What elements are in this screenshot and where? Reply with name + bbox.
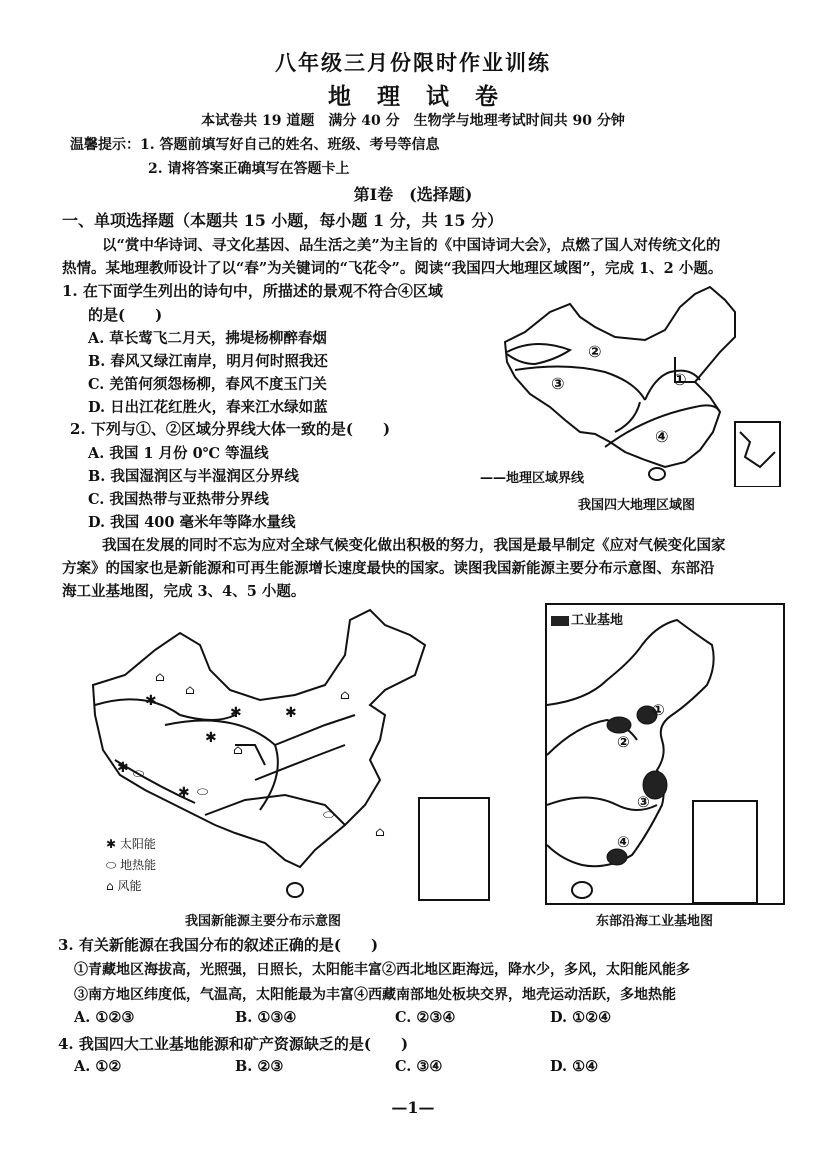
geothermal-icon: ⬭ <box>106 858 117 872</box>
wind-icon: ⌂ <box>185 683 195 698</box>
map3-caption: 东部沿海工业基地图 <box>596 914 714 929</box>
region-label-3: ③ <box>551 374 565 393</box>
q3-option-b: B. ①③④ <box>235 1009 297 1026</box>
industrial-base-swatch-icon <box>551 616 569 626</box>
wind-icon: ⌂ <box>375 825 385 840</box>
q4-option-c: C. ③④ <box>395 1058 443 1075</box>
base-label-1: ① <box>652 701 665 719</box>
passage2-line-1: 我国在发展的同时不忘为应对全球气候变化做出积极的努力，我国是最早制定《应对气候变化国家 <box>102 537 726 554</box>
q3-statement-1: ①青藏地区海拔高，光照强，日照长，太阳能丰富②西北地区距海远，降水少，多风，太阳能风能多 <box>74 962 690 978</box>
q2-option-b: B. 我国湿润区与半湿润区分界线 <box>88 468 299 485</box>
volume-heading: 第Ⅰ卷 (选择题) <box>353 185 473 204</box>
legend-solar-label: 太阳能 <box>119 837 156 851</box>
intro-line-1: 以“赏中华诗词、寻文化基因、品生活之美”为主旨的《中国诗词大会》，点燃了国人对传统文化的 <box>102 237 721 254</box>
exam-info: 本试卷共 19 道题 满分 40 分 生物学与地理考试时间共 90 分钟 <box>201 113 625 129</box>
wind-icon: ⌂ <box>233 743 243 758</box>
map-industrial-bases <box>545 603 785 905</box>
q3-option-c: C. ②③④ <box>395 1009 456 1026</box>
q4-stem: 4. 我国四大工业基地能源和矿产资源缺乏的是( ) <box>58 1035 409 1053</box>
map3-legend <box>551 609 623 628</box>
map1-caption: 我国四大地理区域图 <box>578 498 696 513</box>
solar-icon: ✱ <box>285 705 297 721</box>
solar-icon: ✱ <box>230 705 242 721</box>
solar-icon: ✱ <box>205 730 217 746</box>
base-label-4: ④ <box>617 833 630 851</box>
map2-caption: 我国新能源主要分布示意图 <box>185 914 342 929</box>
wind-icon: ⌂ <box>340 688 350 703</box>
south-china-sea-inset <box>692 800 758 904</box>
solar-icon: ✱ <box>178 785 190 801</box>
q1-option-c: C. 羌笛何须怨杨柳，春风不度玉门关 <box>88 376 327 393</box>
q4-option-d: D. ①④ <box>550 1058 599 1075</box>
subject-title: 地理试卷 <box>328 83 524 110</box>
q1-option-b: B. 春风又绿江南岸，明月何时照我还 <box>88 353 328 370</box>
legend-wind-label: 风能 <box>117 879 142 893</box>
q3-option-a: A. ①②③ <box>74 1009 135 1026</box>
passage2-line-3: 海工业基地图，完成 3、4、5 小题。 <box>62 583 306 600</box>
intro-line-2: 热情。某地理教师设计了以“春”为关键词的“飞花令”。阅读“我国四大地理区域图”，完成 1、2 小题。 <box>62 260 723 277</box>
q2-option-a: A. 我国 1 月份 0℃ 等温线 <box>88 445 269 462</box>
south-china-sea-inset <box>418 797 490 901</box>
solar-icon: ✱ <box>117 760 129 776</box>
wind-icon: ⌂ <box>106 879 114 893</box>
q3-statement-2: ③南方地区纬度低，气温高，太阳能最为丰富④西藏南部地处板块交界，地壳运动活跃，多地热能 <box>74 987 676 1003</box>
solar-icon: ✱ <box>106 837 117 851</box>
geothermal-icon: ⬭ <box>133 767 145 782</box>
geothermal-icon: ⬭ <box>323 808 335 823</box>
q1-stem-2: 的是( ) <box>88 306 163 324</box>
legend-geothermal-label: 地热能 <box>120 858 157 872</box>
base-label-3: ③ <box>637 793 650 811</box>
map2-legend <box>106 835 156 894</box>
section-heading: 一、单项选择题（本题共 15 小题，每小题 1 分，共 15 分） <box>62 211 504 230</box>
q4-option-b: B. ②③ <box>235 1058 284 1075</box>
base-label-2: ② <box>617 733 630 751</box>
solar-icon: ✱ <box>145 693 157 709</box>
q2-option-c: C. 我国热带与亚热带分界线 <box>88 491 269 508</box>
wind-icon: ⌂ <box>155 670 165 685</box>
region-label-4: ④ <box>655 427 669 446</box>
q1-stem: 1. 在下面学生列出的诗句中，所描述的景观不符合④区域 <box>62 282 443 300</box>
page-number: —1— <box>391 1098 435 1117</box>
q4-option-a: A. ①② <box>74 1058 122 1075</box>
map1-legend: ——地理区域界线 <box>480 471 585 486</box>
passage2-line-2: 方案》的国家也是新能源和可再生能源增长速度最快的国家。读图我国新能源主要分布示意图、东部沿 <box>62 560 715 577</box>
map-four-regions <box>495 282 795 487</box>
q3-stem: 3. 有关新能源在我国分布的叙述正确的是( ) <box>58 936 379 954</box>
map3-legend-label: 工业基地 <box>571 613 624 628</box>
geothermal-icon: ⬭ <box>197 785 209 800</box>
region-label-1: ① <box>673 370 687 389</box>
q2-stem: 2. 下列与①、②区域分界线大体一致的是( ) <box>70 420 391 438</box>
q3-option-d: D. ①②④ <box>550 1009 612 1026</box>
q1-option-d: D. 日出江花红胜火，春来江水绿如蓝 <box>88 399 328 416</box>
region-label-2: ② <box>588 342 602 361</box>
tip-line-2: 2. 请将答案正确填写在答题卡上 <box>148 161 350 177</box>
tip-line-1: 温馨提示：1. 答题前填写好自己的姓名、班级、考号等信息 <box>70 137 440 153</box>
q2-option-d: D. 我国 400 毫米年等降水量线 <box>88 514 296 531</box>
q1-option-a: A. 草长莺飞二月天，拂堤杨柳醉春烟 <box>88 330 327 347</box>
exam-title: 八年级三月份限时作业训练 <box>275 51 551 75</box>
